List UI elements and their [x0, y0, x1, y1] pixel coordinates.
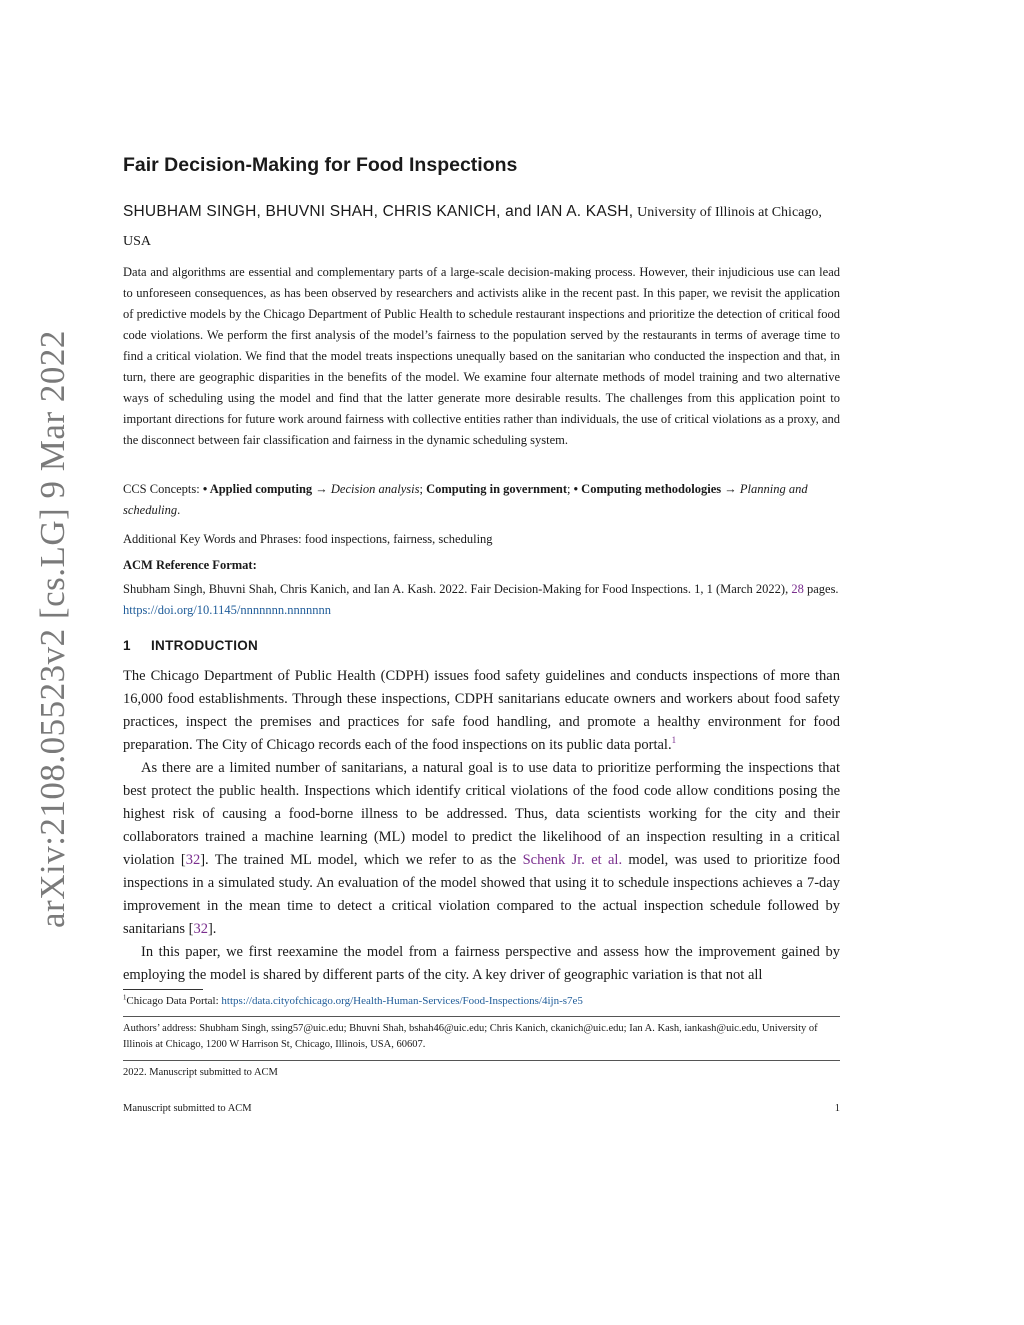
footnote-number: 1 [123, 994, 127, 1002]
acm-reference-heading: ACM Reference Format: [123, 558, 257, 572]
paper-title: Fair Decision-Making for Food Inspections [123, 154, 518, 176]
footnote-url[interactable]: https://data.cityofchicago.org/Health-Human-Services/Food-Inspections/4ijn-s7e5 [221, 995, 583, 1007]
ccs-concept: Applied computing [209, 482, 313, 496]
section-number: 1 [123, 638, 131, 653]
keywords: Additional Key Words and Phrases: food inspections, fairness, scheduling [123, 532, 493, 546]
footnote-label: Chicago Data Portal: [126, 995, 222, 1007]
divider [123, 1060, 840, 1061]
paragraph: The Chicago Department of Public Health (CDPH) issues food safety guidelines and conducts inspections of more than 16,000 food establishments. Through these inspections, CDPH sanitarians educate owners and workers about food safety practices, inspect the premises and practices for safe food handling, and promote a healthy environment for food preparation. The City of Chicago records each of the food inspections on its public data portal.$^1$ [123, 668, 840, 753]
paragraph: In this paper, we first reexamine the model from a fairness perspective and assess how the improvement gained by employing the model is shared by different parts of the city. A key driver of geographic variation is that not all [123, 944, 840, 983]
ccs-concept: Computing in government [426, 482, 568, 496]
footnote [123, 993, 840, 1009]
ccs-concept: Computing methodologies [581, 482, 722, 496]
abstract: Data and algorithms are essential and complementary parts of a large-scale decision-making process. However, their injudicious use can lead to unforeseen consequences, as has been observed by researchers and activists alike in the recent past. In this paper, we revisit the application of predictive models by the Chicago Department of Public Health to schedule restaurant inspections and prioritize the detection of critical food code violations. We perform the first analysis of the model’s fairness to the population served by the restaurants in terms of average time to find a critical violation. We find that the model treats inspections unequally based on the sanitarian who conducted the inspection and that, in turn, there are geographic disparities in the benefits of the model. We examine four alternate methods of model training and two alternative ways of scheduling using the model and find that the latter generate more desirable results. The challenges from this application point to important directions for future work around fairness with collective entities rather than individuals, the use of critical violations as a proxy, and the disconnect between fair classification and fairness in the dynamic scheduling system. [123, 265, 840, 447]
paragraph: As there are a limited number of sanitarians, a natural goal is to use data to prioritize performing the inspections that best protect the public health. Inspections which identify critical violations of the food code allow conditions posing the highest risk of causing a food-borne illness to be addressed. Thus, data scientists working for the city and their collaborators trained a machine learning (ML) model to predict the likelihood of an inspection resulting in a critical violation [32]. The trained ML model, which we refer to as the Schenk Jr. et al. model, was used to prioritize food inspections in a simulated study. An evaluation of the model showed that using it to schedule inspections achieves a 7-day improvement in the mean time to detect a critical violation compared to the actual inspection schedule followed by sanitarians [32]. [123, 760, 840, 937]
section-title: INTRODUCTION [151, 638, 259, 653]
author-names: SHUBHAM SINGH, BHUVNI SHAH, CHRIS KANICH, and IAN A. KASH, [123, 203, 634, 220]
ccs-concepts: CCS Concepts: • Applied computing → Decision analysis; Computing in government; • Computing methodologies → Planning and scheduling. [123, 482, 808, 517]
section-heading [123, 638, 258, 653]
divider [123, 1016, 840, 1017]
ccs-subconcept: Decision analysis [330, 482, 420, 496]
reference-link[interactable]: Schenk Jr. et al. [522, 852, 623, 868]
doi-link[interactable]: https://doi.org/10.1145/nnnnnnn.nnnnnnn [123, 603, 331, 617]
page-number: 1 [834, 1103, 840, 1114]
footer-text: Manuscript submitted to ACM [123, 1103, 252, 1114]
author-affiliation: University of Illinois at Chicago, USA [123, 205, 822, 249]
page-count-link[interactable]: 28 [791, 582, 804, 596]
citation-link[interactable]: 32 [193, 921, 208, 937]
author-block [123, 198, 843, 256]
manuscript-note: 2022. Manuscript submitted to ACM [123, 1067, 278, 1078]
acm-reference [123, 579, 840, 621]
body-text [123, 665, 840, 987]
ccs-subconcept: Planning and scheduling [123, 482, 808, 517]
authors-address: Authors’ address: Shubham Singh, ssing57@uic.edu; Bhuvni Shah, bshah46@uic.edu; Chris Kanich, ckanich@uic.edu; Ian A. Kash, iankash@uic.edu, University of Illinois at Chicago, 1200 W Harrison St, Chicago, Illinois, USA, 60607. [123, 1023, 818, 1050]
pages-suffix: pages. [803, 582, 839, 596]
arxiv-identifier: arXiv:2108.05523v2 [cs.LG] 9 Mar 2022 [33, 330, 72, 928]
footnote-divider [123, 989, 203, 990]
footnote-marker[interactable]: 1 [671, 735, 677, 746]
citation-link[interactable]: 32 [185, 852, 201, 868]
acm-reference-text: Shubham Singh, Bhuvni Shah, Chris Kanich, and Ian A. Kash. 2022. Fair Decision-Making for Food Inspections. 1, 1 (March 2022), [123, 582, 789, 596]
ccs-label: CCS Concepts: [123, 482, 203, 496]
